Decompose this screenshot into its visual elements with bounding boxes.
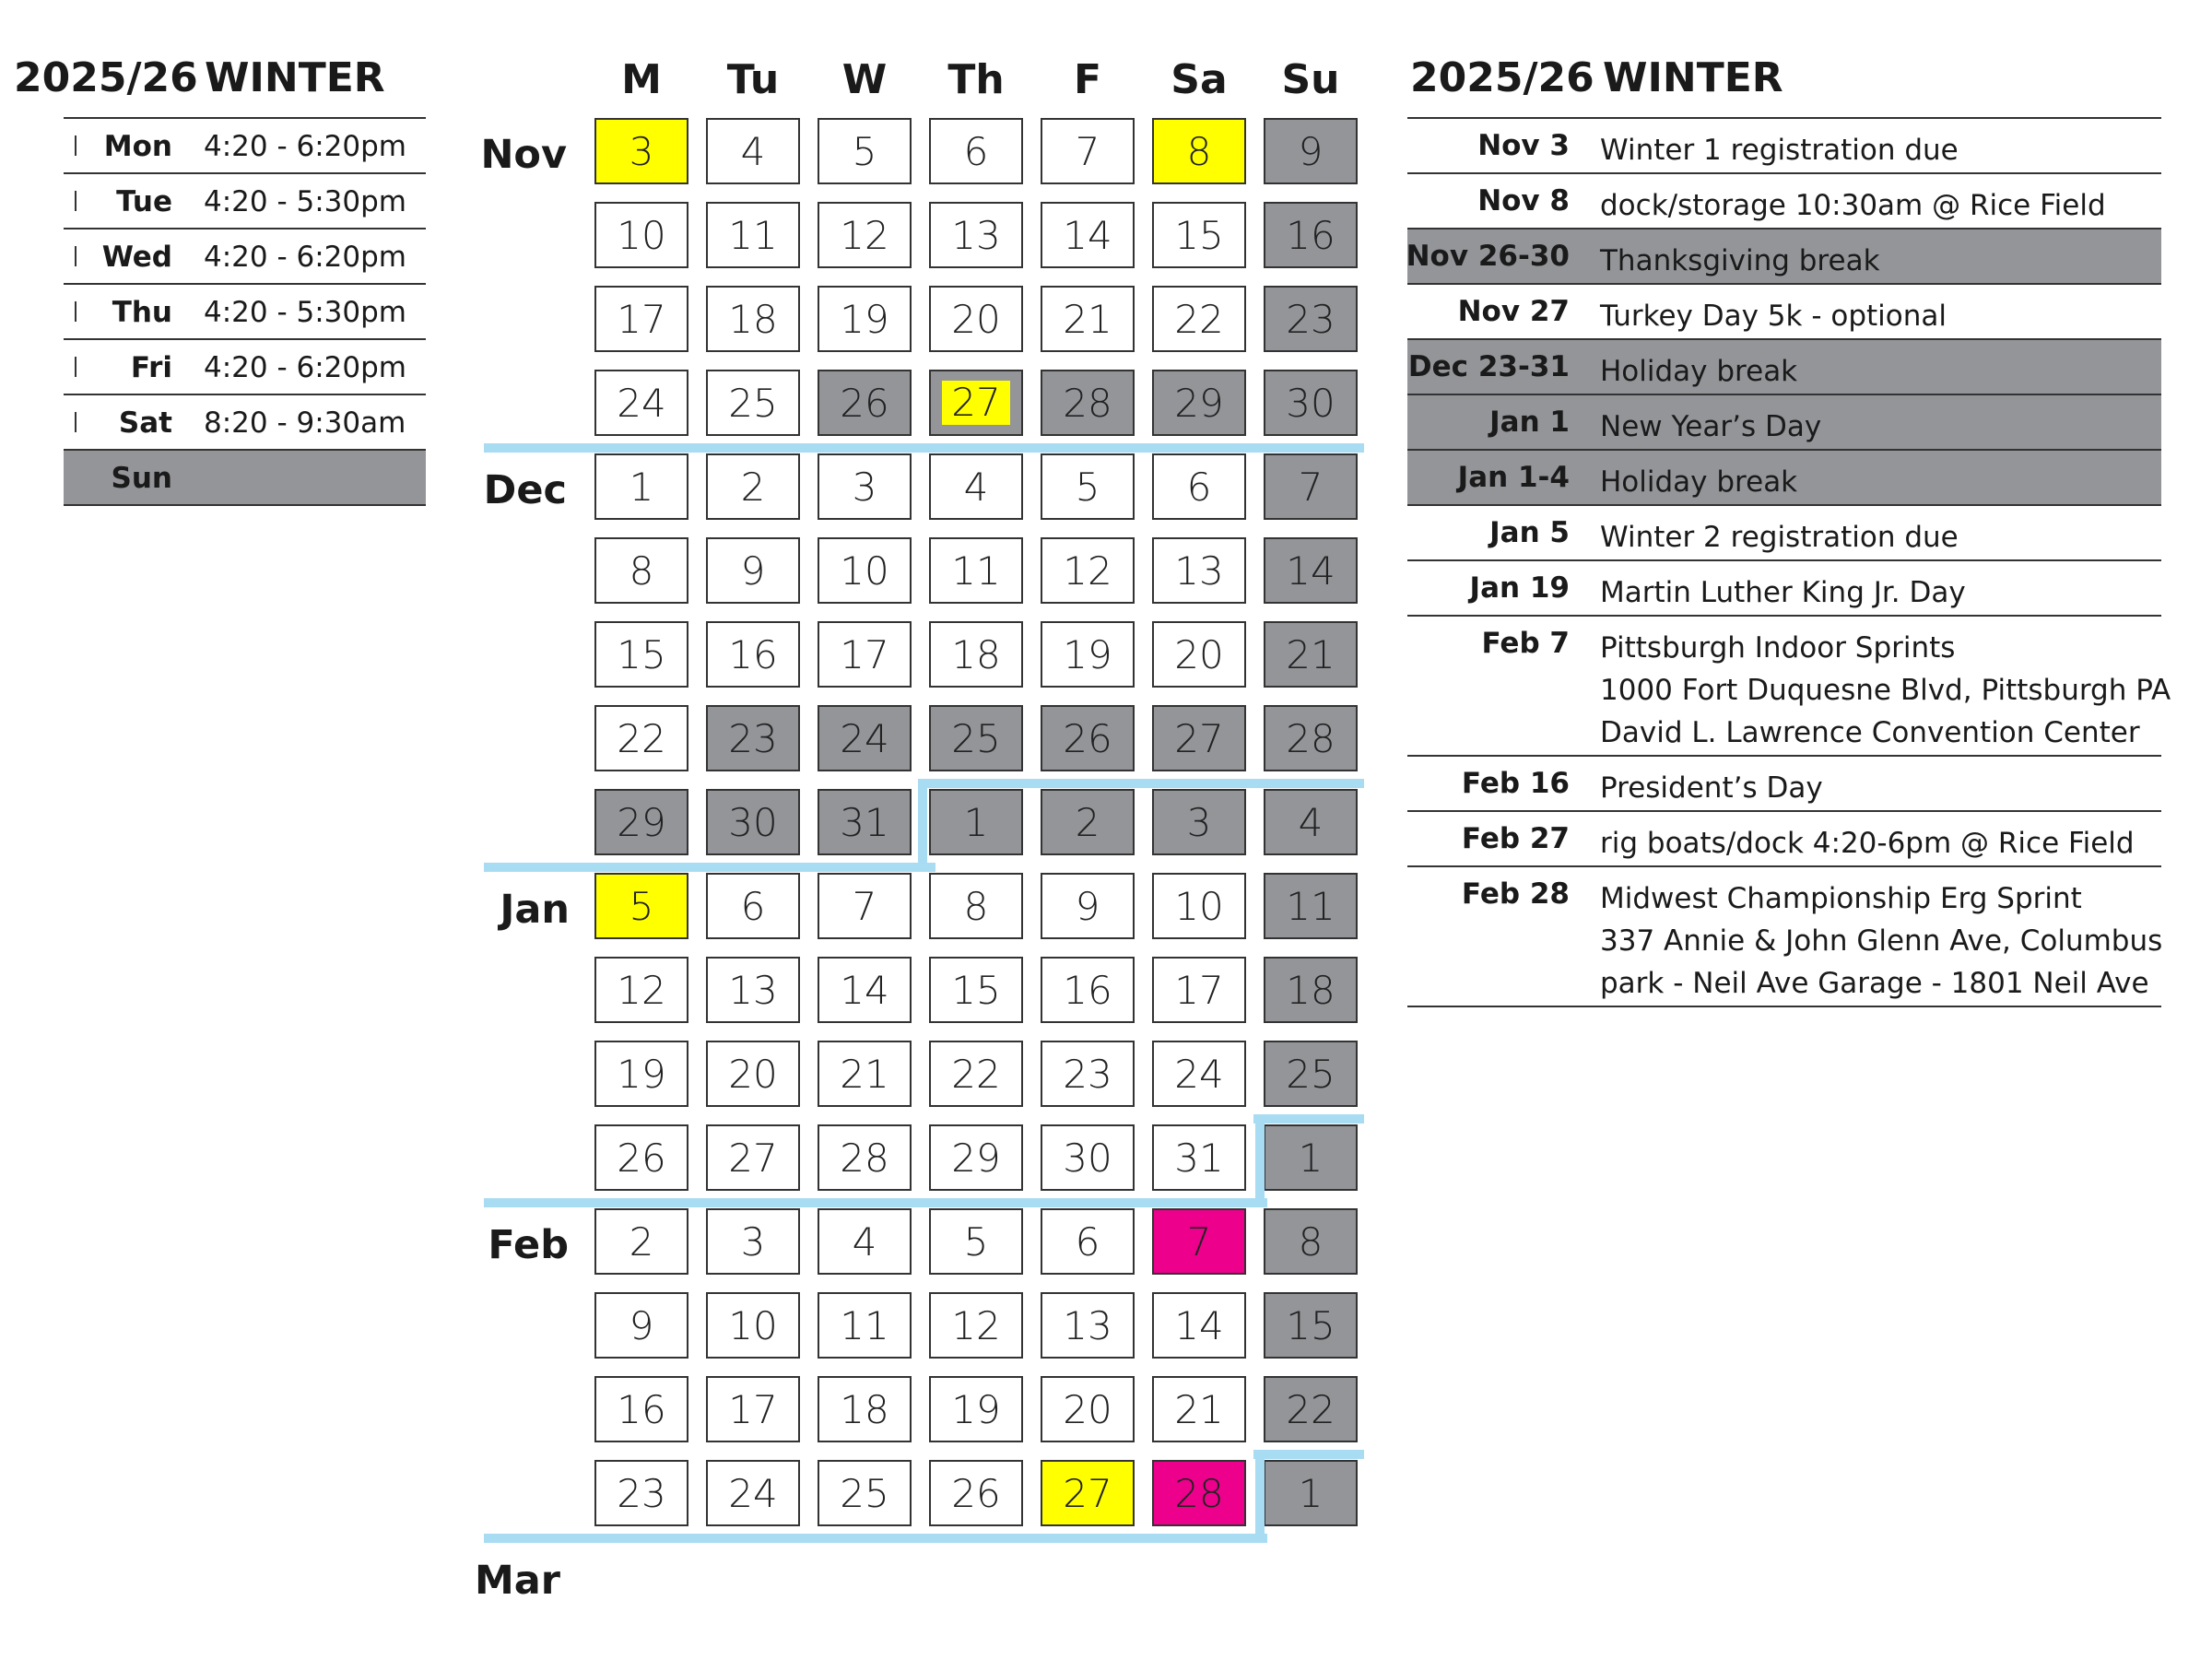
- event-row: [1407, 340, 2161, 395]
- calendar-day: 28: [818, 1124, 912, 1191]
- event-row: [1407, 506, 2161, 561]
- calendar-day: 15: [929, 957, 1023, 1023]
- calendar-day: 7: [1152, 1208, 1246, 1275]
- event-text: President’s Day: [1600, 771, 1823, 805]
- schedule-row-thu: [64, 285, 426, 340]
- schedule-day: Mon: [103, 130, 172, 163]
- row-marker: [75, 357, 76, 377]
- calendar-day: 14: [1264, 537, 1358, 604]
- calendar-day: 13: [1041, 1292, 1135, 1359]
- calendar-day: 29: [1152, 370, 1246, 436]
- calendar-day: 22: [1264, 1376, 1358, 1442]
- event-date: Nov 26-30: [1406, 240, 1570, 273]
- calendar-day: 8: [929, 873, 1023, 939]
- calendar-day: 8: [1264, 1208, 1358, 1275]
- calendar-day: 24: [1152, 1041, 1246, 1107]
- calendar-day: 25: [818, 1460, 912, 1526]
- calendar-day: 20: [929, 286, 1023, 352]
- calendar-day: 23: [1041, 1041, 1135, 1107]
- event-row: [1407, 867, 2161, 1007]
- calendar-day: 3: [706, 1208, 800, 1275]
- calendar-day: 18: [929, 621, 1023, 688]
- weekday-header: Tu: [726, 56, 780, 103]
- calendar-day: 13: [706, 957, 800, 1023]
- calendar-day: 25: [1264, 1041, 1358, 1107]
- event-text: dock/storage 10:30am @ Rice Field: [1600, 189, 2106, 222]
- calendar-day: 18: [1264, 957, 1358, 1023]
- schedule-day: Sun: [111, 462, 172, 495]
- calendar-day: 17: [706, 1376, 800, 1442]
- calendar-day: 7: [1264, 453, 1358, 520]
- event-row: [1407, 174, 2161, 229]
- event-date: Jan 19: [1469, 571, 1570, 605]
- calendar-day: 19: [1041, 621, 1135, 688]
- event-text: Thanksgiving break: [1600, 244, 1880, 277]
- calendar-day: 10: [706, 1292, 800, 1359]
- event-date: Nov 27: [1457, 295, 1570, 328]
- event-date: Dec 23-31: [1407, 350, 1570, 383]
- calendar-day: 3: [818, 453, 912, 520]
- month-divider: [1253, 1450, 1364, 1459]
- calendar-day: 18: [818, 1376, 912, 1442]
- calendar-day: 23: [1264, 286, 1358, 352]
- calendar-day: 6: [929, 118, 1023, 184]
- calendar-day: 15: [1152, 202, 1246, 268]
- calendar-day: 1: [594, 453, 688, 520]
- calendar-day: 15: [594, 621, 688, 688]
- event-row: [1407, 757, 2161, 812]
- calendar-day: 12: [594, 957, 688, 1023]
- schedule-season: 2025/26: [14, 54, 198, 101]
- weekday-header: W: [841, 56, 888, 103]
- calendar-day: 15: [1264, 1292, 1358, 1359]
- event-text: 1000 Fort Duquesne Blvd, Pittsburgh PA: [1600, 674, 2171, 707]
- event-date: Feb 7: [1481, 627, 1570, 660]
- calendar-day: 14: [1041, 202, 1135, 268]
- weekday-header: Th: [947, 56, 1005, 103]
- calendar-day: 9: [1264, 118, 1358, 184]
- event-row: [1407, 229, 2161, 285]
- schedule-term: WINTER: [205, 54, 385, 101]
- calendar-day: 12: [818, 202, 912, 268]
- event-row: [1407, 561, 2161, 617]
- calendar-day: 23: [706, 705, 800, 771]
- schedule-day: Sat: [118, 406, 172, 440]
- month-divider: [484, 863, 935, 872]
- month-label: Feb: [488, 1221, 569, 1268]
- schedule-day: Thu: [112, 296, 172, 329]
- month-divider: [925, 779, 1364, 788]
- weekday-header: Su: [1281, 56, 1340, 103]
- calendar-day: 19: [594, 1041, 688, 1107]
- event-date: Nov 8: [1477, 184, 1570, 218]
- event-text: Midwest Championship Erg Sprint: [1600, 882, 2082, 915]
- calendar-day: [929, 370, 1023, 436]
- event-row: [1407, 812, 2161, 867]
- calendar-day: 9: [594, 1292, 688, 1359]
- event-text: Holiday break: [1600, 465, 1798, 499]
- event-text: David L. Lawrence Convention Center: [1600, 716, 2140, 749]
- schedule-time: 4:20 - 5:30pm: [204, 185, 406, 218]
- schedule-time: 4:20 - 6:20pm: [204, 130, 406, 163]
- month-divider: [1253, 1114, 1364, 1124]
- calendar-day: 28: [1264, 705, 1358, 771]
- month-divider: [918, 779, 927, 872]
- schedule-time: 8:20 - 9:30am: [204, 406, 406, 440]
- calendar-day: 21: [1152, 1376, 1246, 1442]
- event-row: [1407, 285, 2161, 340]
- event-text: Turkey Day 5k - optional: [1600, 300, 1947, 333]
- calendar-day: 23: [594, 1460, 688, 1526]
- event-row: [1407, 119, 2161, 174]
- row-marker: [75, 412, 76, 432]
- calendar-day: 26: [594, 1124, 688, 1191]
- month-divider: [1255, 1114, 1265, 1207]
- row-marker: [75, 135, 76, 156]
- calendar-day: 27: [1152, 705, 1246, 771]
- month-divider: [1255, 1450, 1265, 1543]
- schedule-row-mon: [64, 119, 426, 174]
- calendar-day: 19: [818, 286, 912, 352]
- calendar-day: 17: [818, 621, 912, 688]
- schedule-row-wed: [64, 229, 426, 285]
- calendar-day: 22: [929, 1041, 1023, 1107]
- calendar-day: 5: [929, 1208, 1023, 1275]
- calendar-day: 3: [594, 118, 688, 184]
- schedule-time: 4:20 - 6:20pm: [204, 241, 406, 274]
- calendar-day: 21: [818, 1041, 912, 1107]
- event-text: New Year’s Day: [1600, 410, 1822, 443]
- day-number-highlight: 27: [942, 381, 1009, 425]
- event-text: Winter 1 registration due: [1600, 134, 1959, 167]
- calendar-day: 5: [594, 873, 688, 939]
- calendar-day: 2: [1041, 789, 1135, 855]
- calendar-day: 30: [1264, 370, 1358, 436]
- event-date: Jan 1: [1489, 406, 1570, 439]
- calendar-day: 29: [594, 789, 688, 855]
- row-marker: [75, 191, 76, 211]
- calendar-day: 9: [706, 537, 800, 604]
- calendar-day: 10: [818, 537, 912, 604]
- event-text: park - Neil Ave Garage - 1801 Neil Ave: [1600, 967, 2149, 1000]
- calendar-day: 22: [594, 705, 688, 771]
- calendar-day: 26: [929, 1460, 1023, 1526]
- calendar-day: 16: [1041, 957, 1135, 1023]
- calendar-day: 20: [1041, 1376, 1135, 1442]
- event-text: Holiday break: [1600, 355, 1798, 388]
- calendar-day: 22: [1152, 286, 1246, 352]
- calendar-day: 7: [818, 873, 912, 939]
- calendar-day: 17: [1152, 957, 1246, 1023]
- calendar-day: 25: [706, 370, 800, 436]
- calendar-day: 1: [1264, 1460, 1358, 1526]
- event-date: Feb 27: [1461, 822, 1570, 855]
- calendar-day: 13: [929, 202, 1023, 268]
- events-season: 2025/26: [1410, 54, 1594, 101]
- calendar-day: 2: [594, 1208, 688, 1275]
- calendar-day: 26: [1041, 705, 1135, 771]
- event-text: Martin Luther King Jr. Day: [1600, 576, 1966, 609]
- schedule-day: Tue: [116, 185, 172, 218]
- month-label: Mar: [474, 1557, 560, 1604]
- weekday-header: F: [1073, 56, 1102, 103]
- event-date: Feb 28: [1461, 877, 1570, 911]
- calendar-day: 30: [706, 789, 800, 855]
- calendar-day: 11: [1264, 873, 1358, 939]
- event-row: [1407, 451, 2161, 506]
- event-row: [1407, 395, 2161, 451]
- event-text: Winter 2 registration due: [1600, 521, 1959, 554]
- row-marker: [75, 246, 76, 266]
- calendar-day: 17: [594, 286, 688, 352]
- events-term: WINTER: [1603, 54, 1783, 101]
- calendar-day: 31: [818, 789, 912, 855]
- calendar-day: 12: [929, 1292, 1023, 1359]
- calendar-day: 11: [818, 1292, 912, 1359]
- calendar-day: 28: [1041, 370, 1135, 436]
- schedule-time: 4:20 - 6:20pm: [204, 351, 406, 384]
- calendar-day: 1: [929, 789, 1023, 855]
- calendar-day: 27: [1041, 1460, 1135, 1526]
- calendar-day: 10: [594, 202, 688, 268]
- month-label: Dec: [483, 466, 567, 513]
- event-date: Jan 1-4: [1457, 461, 1570, 494]
- schedule-row-tue: [64, 174, 426, 229]
- calendar-day: 5: [818, 118, 912, 184]
- calendar-day: 4: [929, 453, 1023, 520]
- calendar-day: 14: [818, 957, 912, 1023]
- calendar-day: 19: [929, 1376, 1023, 1442]
- calendar-day: 27: [706, 1124, 800, 1191]
- calendar-day: 31: [1152, 1124, 1246, 1191]
- event-text: 337 Annie & John Glenn Ave, Columbus: [1600, 924, 2163, 958]
- weekday-header: M: [621, 56, 662, 103]
- calendar-day: 29: [929, 1124, 1023, 1191]
- calendar-day: 4: [1264, 789, 1358, 855]
- calendar-day: 3: [1152, 789, 1246, 855]
- calendar-day: 7: [1041, 118, 1135, 184]
- weekday-header: Sa: [1171, 56, 1228, 103]
- calendar-day: 13: [1152, 537, 1246, 604]
- month-divider: [484, 1534, 1267, 1543]
- calendar-day: 6: [706, 873, 800, 939]
- schedule-row-sun: [64, 451, 426, 506]
- calendar-day: 8: [1152, 118, 1246, 184]
- calendar-day: 11: [706, 202, 800, 268]
- calendar-day: 16: [594, 1376, 688, 1442]
- calendar-day: 2: [706, 453, 800, 520]
- event-text: rig boats/dock 4:20-6pm @ Rice Field: [1600, 827, 2135, 860]
- calendar-day: 16: [1264, 202, 1358, 268]
- schedule-day: Wed: [101, 241, 172, 274]
- event-date: Feb 16: [1461, 767, 1570, 800]
- calendar-day: 25: [929, 705, 1023, 771]
- calendar-day: 1: [1264, 1124, 1358, 1191]
- month-divider: [484, 443, 1364, 453]
- calendar-day: 21: [1041, 286, 1135, 352]
- calendar-day: 6: [1041, 1208, 1135, 1275]
- row-marker: [75, 301, 76, 322]
- calendar-day: 4: [818, 1208, 912, 1275]
- schedule-row-fri: [64, 340, 426, 395]
- calendar-day: 11: [929, 537, 1023, 604]
- calendar-day: 24: [818, 705, 912, 771]
- calendar-day: 24: [594, 370, 688, 436]
- event-text: Pittsburgh Indoor Sprints: [1600, 631, 1956, 665]
- calendar-day: 24: [706, 1460, 800, 1526]
- event-date: Nov 3: [1477, 129, 1570, 162]
- calendar-day: 20: [1152, 621, 1246, 688]
- calendar-day: 14: [1152, 1292, 1246, 1359]
- calendar-day: 10: [1152, 873, 1246, 939]
- calendar-day: 16: [706, 621, 800, 688]
- calendar-day: 6: [1152, 453, 1246, 520]
- event-row: [1407, 617, 2171, 757]
- schedule-time: 4:20 - 5:30pm: [204, 296, 406, 329]
- calendar-day: 28: [1152, 1460, 1246, 1526]
- calendar-day: 9: [1041, 873, 1135, 939]
- calendar-day: 26: [818, 370, 912, 436]
- schedule-day: Fri: [130, 351, 172, 384]
- month-label: Jan: [500, 886, 570, 933]
- calendar-day: 8: [594, 537, 688, 604]
- month-divider: [484, 1198, 1267, 1207]
- calendar-day: 4: [706, 118, 800, 184]
- calendar-day: 21: [1264, 621, 1358, 688]
- calendar-day: 30: [1041, 1124, 1135, 1191]
- schedule-row-sat: [64, 395, 426, 451]
- calendar-day: 12: [1041, 537, 1135, 604]
- calendar-day: 5: [1041, 453, 1135, 520]
- event-date: Jan 5: [1489, 516, 1570, 549]
- calendar-day: 20: [706, 1041, 800, 1107]
- month-label: Nov: [480, 131, 567, 178]
- calendar-day: 18: [706, 286, 800, 352]
